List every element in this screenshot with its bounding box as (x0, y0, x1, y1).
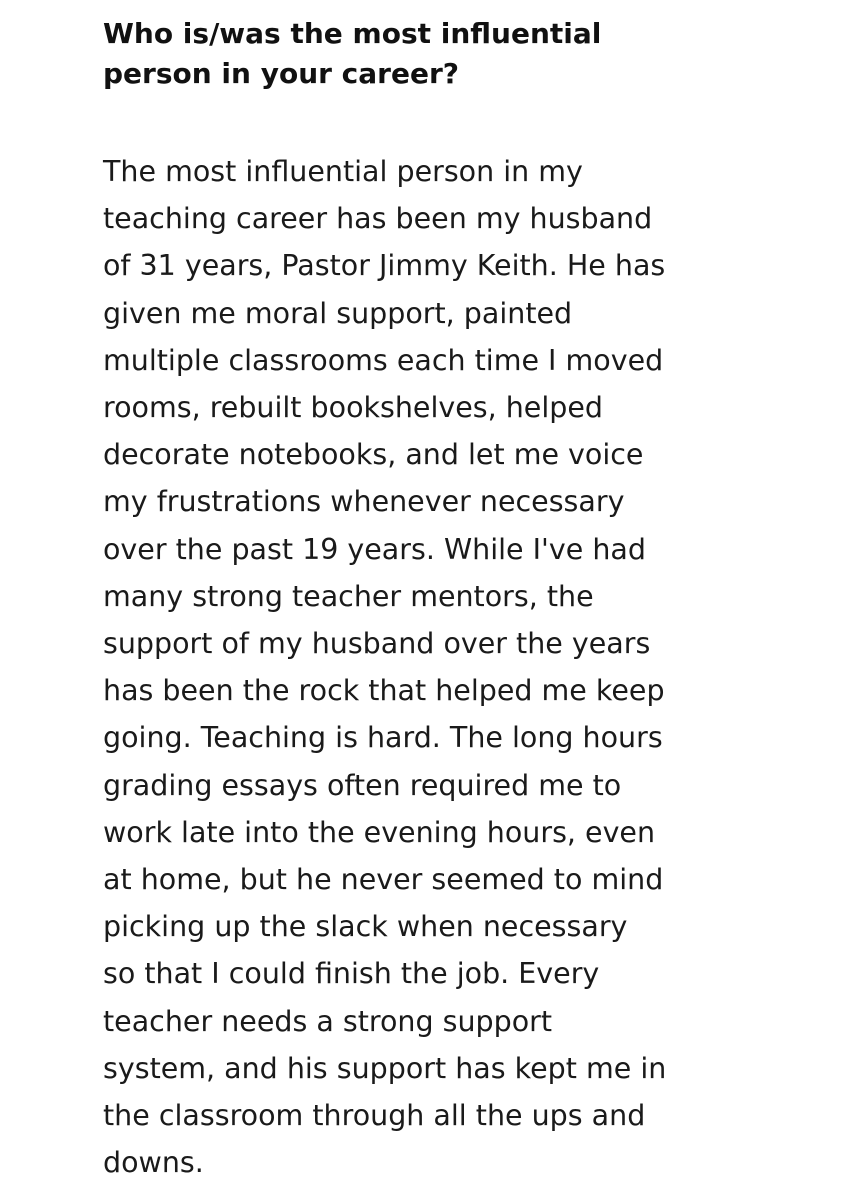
answer-line: support of my husband over the years (103, 627, 651, 661)
answer-line: decorate notebooks, and let me voice (103, 438, 644, 472)
answer-line: picking up the slack when necessary (103, 910, 628, 944)
answer-line: downs. (103, 1146, 204, 1180)
article (103, 14, 823, 1186)
answer-line: teacher needs a strong support (103, 1004, 553, 1038)
answer-line: given me moral support, painted (103, 296, 573, 330)
answer-line: work late into the evening hours, even (103, 815, 656, 849)
answer-line: system, and his support has kept me in (103, 1051, 667, 1085)
answer-line: rooms, rebuilt bookshelves, helped (103, 391, 603, 425)
question-line: person in your career? (103, 57, 460, 90)
question-heading (103, 14, 823, 94)
answer-line: so that I could finish the job. Every (103, 957, 600, 991)
answer-line: The most influential person in my (103, 155, 583, 188)
answer-line: multiple classrooms each time I moved (103, 343, 664, 377)
answer-line: at home, but he never seemed to mind (103, 863, 664, 897)
answer-line: of 31 years, Pastor Jimmy Keith. He has (103, 249, 666, 283)
answer-line: has been the rock that helped me keep (103, 674, 665, 708)
answer-line: teaching career has been my husband (103, 202, 653, 236)
answer-line: over the past 19 years. While I've had (103, 532, 646, 566)
answer-line: many strong teacher mentors, the (103, 579, 594, 613)
answer-line: going. Teaching is hard. The long hours (103, 721, 663, 755)
answer-line: my frustrations whenever necessary (103, 485, 625, 519)
answer-line: grading essays often required me to (103, 768, 622, 802)
answer-paragraph (103, 148, 823, 1186)
answer-line: the classroom through all the ups and (103, 1099, 646, 1133)
question-line: Who is/was the most influential (103, 17, 602, 50)
